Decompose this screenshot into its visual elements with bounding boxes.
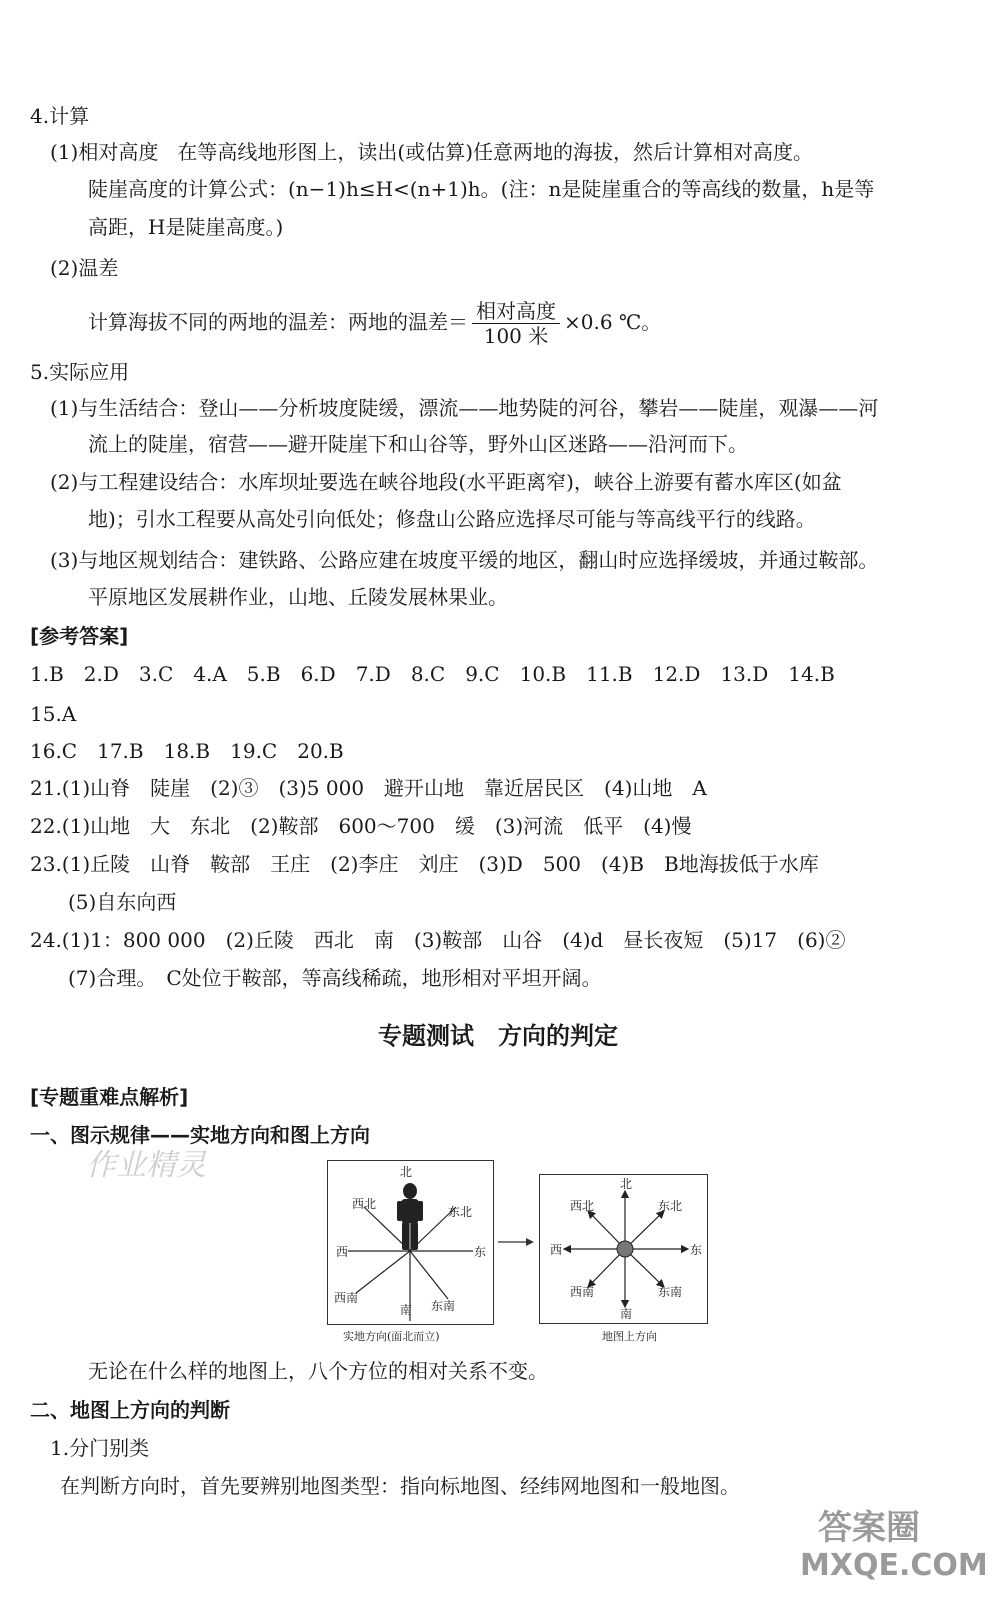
answers-row-9: (7)合理。 C处位于鞍部，等高线稀疏，地形相对平坦开阔。	[68, 966, 602, 990]
map-label-west: 西	[550, 1243, 563, 1257]
ground-label-southwest: 西南	[334, 1291, 359, 1305]
part-1-heading: 一、图示规律——实地方向和图上方向	[30, 1123, 370, 1147]
answers-row-6: 23.(1)丘陵 山脊 鞍部 王庄 (2)李庄 刘庄 (3)D 500 (4)B B地海拔低于水库	[30, 852, 819, 876]
ground-label-south: 南	[400, 1303, 413, 1317]
calc-item-2-label: (2)温差	[50, 256, 119, 280]
map-direction-diagram	[539, 1174, 708, 1324]
application-3-line-2: 平原地区发展耕作业，山地、丘陵发展林果业。	[88, 585, 508, 609]
application-1-line-2: 流上的陡崖，宿营——避开陡崖下和山谷等，野外山区迷路——沿河而下。	[88, 432, 748, 456]
map-label-south: 南	[620, 1307, 633, 1321]
calc-item-1-label: (1)相对高度	[50, 140, 159, 164]
ground-label-northeast: 东北	[448, 1205, 473, 1219]
temperature-formula-text: 计算海拔不同的两地的温差：两地的温差＝	[88, 310, 468, 334]
answers-row-8: 24.(1)1：800 000 (2)丘陵 西北 南 (3)鞍部 山谷 (4)d 昼长夜短 (5)17 (6)②	[30, 928, 846, 952]
application-1-line-1: (1)与生活结合：登山——分析坡度陡缓，漂流——地势陡的河谷，攀岩——陡崖，观瀑——河	[50, 396, 879, 420]
ground-label-west: 西	[336, 1245, 349, 1259]
ground-label-southeast: 东南	[431, 1299, 456, 1313]
fraction-denominator: 100 米	[483, 324, 549, 348]
analysis-heading: [专题重难点解析]	[30, 1085, 189, 1109]
application-2-line-2: 地)；引水工程要从高处引向低处；修盘山公路应选择尽可能与等高线平行的线路。	[88, 507, 816, 531]
topic-title: 专题测试 方向的判定	[378, 1022, 618, 1050]
ground-label-east: 东	[474, 1245, 487, 1259]
watermark-logo-url: MXQE.COM	[800, 1548, 988, 1583]
map-label-southwest: 西南	[570, 1285, 595, 1299]
map-label-northeast: 东北	[658, 1199, 683, 1213]
watermark-text: 作业精灵	[86, 1148, 206, 1183]
map-label-southeast: 东南	[658, 1285, 683, 1299]
answers-row-7: (5)自东向西	[68, 890, 177, 914]
watermark-logo: 答案圈	[818, 1508, 920, 1548]
answers-row-1: 1.B 2.D 3.C 4.A 5.B 6.D 7.D 8.C 9.C 10.B 11.B 12.D 13.D 14.B	[30, 662, 835, 686]
map-label-east: 东	[690, 1243, 703, 1257]
sub-1-text: 在判断方向时，首先要辨别地图类型：指向标地图、经纬网地图和一般地图。	[60, 1474, 740, 1498]
answers-row-4: 21.(1)山脊 陡崖 (2)③ (3)5 000 避开山地 靠近居民区 (4)山地 A	[30, 776, 707, 800]
temperature-fraction	[472, 299, 560, 348]
application-3-line-1: (3)与地区规划结合：建铁路、公路应建在坡度平缓的地区，翻山时应选择缓坡，并通过鞍部。	[50, 548, 879, 572]
section-4-heading: 4.计算	[30, 104, 90, 128]
map-diagram-caption: 地图上方向	[602, 1330, 657, 1343]
map-label-northwest: 西北	[570, 1199, 595, 1213]
temperature-formula-tail: ×0.6 ℃。	[564, 310, 662, 334]
answers-heading: [参考答案]	[30, 624, 129, 648]
cliff-formula-line-1: 陡崖高度的计算公式：(n−1)h≤H<(n+1)h。(注：n是陡崖重合的等高线的数量，h是等	[88, 177, 875, 201]
section-5-heading: 5.实际应用	[30, 360, 130, 384]
sub-1-heading: 1.分门别类	[50, 1436, 150, 1460]
transition-arrow-icon	[496, 1236, 536, 1248]
ground-diagram-caption: 实地方向(面北而立)	[343, 1330, 440, 1343]
ground-label-north: 北	[400, 1165, 413, 1179]
application-2-line-1: (2)与工程建设结合：水库坝址要选在峡谷地段(水平距离窄)，峡谷上游要有蓄水库区(如盆	[50, 470, 842, 494]
answers-row-5: 22.(1)山地 大 东北 (2)鞍部 600～700 缓 (3)河流 低平 (4)慢	[30, 814, 692, 838]
ground-label-northwest: 西北	[352, 1197, 377, 1211]
temperature-formula	[88, 298, 661, 348]
cliff-formula-line-2: 高距，H是陡崖高度。)	[88, 215, 284, 239]
answers-row-2: 15.A	[30, 702, 77, 726]
direction-rule: 无论在什么样的地图上，八个方位的相对关系不变。	[88, 1359, 548, 1383]
ground-direction-diagram	[327, 1160, 494, 1325]
calc-item-1-text: 在等高线地形图上，读出(或估算)任意两地的海拔，然后计算相对高度。	[177, 140, 814, 164]
answers-row-3: 16.C 17.B 18.B 19.C 20.B	[30, 739, 344, 763]
map-label-north: 北	[620, 1177, 633, 1191]
calc-item-1	[50, 138, 813, 166]
part-2-heading: 二、地图上方向的判断	[30, 1398, 230, 1422]
fraction-numerator: 相对高度	[472, 299, 560, 324]
